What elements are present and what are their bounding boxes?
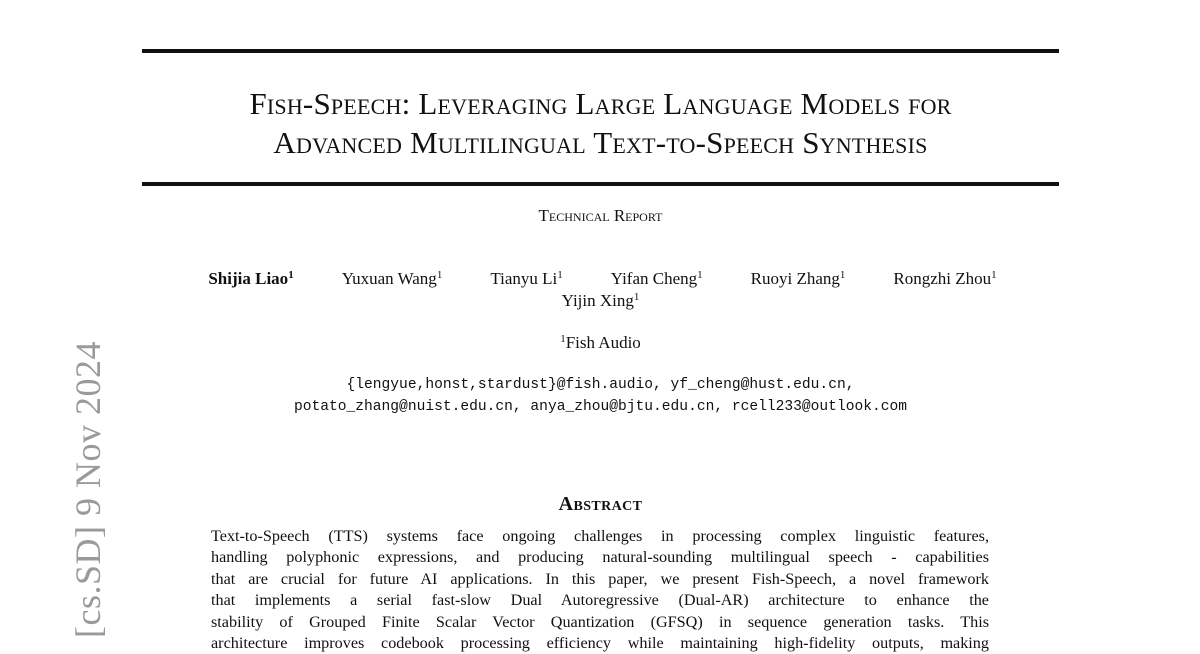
- abstract-body: [211, 526, 989, 654]
- author: Yifan Cheng$^1$: [610, 269, 703, 288]
- author: Yuxuan Wang$^1$: [341, 269, 443, 288]
- abstract-line: stability of Grouped Finite Scalar Vector Quantization (GFSQ) in sequence generation tasks. This: [211, 612, 989, 631]
- title-line-2: Advanced Multilingual Text-to-Speech Synthesis: [273, 125, 928, 160]
- author: Ruoyi Zhang$^1$: [750, 269, 846, 288]
- abstract-line: that are crucial for future AI applications. In this paper, we present Fish-Speech, a novel framework: [211, 569, 989, 588]
- report-type: Technical Report: [538, 206, 663, 225]
- email-line-2: potato_zhang@nuist.edu.cn, anya_zhou@bjtu.edu.cn, rcell233@outlook.com: [293, 399, 908, 415]
- author-list: [142, 268, 1059, 312]
- author-row: [142, 268, 1059, 290]
- title-bottom-rule: [142, 182, 1059, 186]
- author-emails: [142, 374, 1059, 418]
- arxiv-identifier: [cs.SD] 9 Nov 2024: [68, 341, 108, 638]
- abstract-line: architecture improves codebook processing efficiency while maintaining high-fidelity outputs, making: [211, 634, 989, 653]
- author: Yijin Xing$^1$: [561, 291, 640, 310]
- abstract-line: that implements a serial fast-slow Dual Autoregressive (Dual-AR) architecture to enhance the: [211, 591, 989, 610]
- arxiv-sidebar-stamp: [28, 316, 108, 638]
- title-line-1: Fish-Speech: Leveraging Large Language Models for: [249, 86, 952, 121]
- author: Tianyu Li$^1$: [490, 269, 563, 288]
- abstract-line: handling polyphonic expressions, and producing natural-sounding multilingual speech - capabilities: [211, 548, 989, 567]
- affiliation: $^1$Fish Audio: [560, 333, 641, 352]
- author: Shijia Liao$^1$: [208, 269, 294, 288]
- abstract-line: Text-to-Speech (TTS) systems face ongoing challenges in processing complex linguistic features,: [211, 527, 989, 545]
- paper-title: [142, 84, 1059, 162]
- author: Rongzhi Zhou$^1$: [893, 269, 997, 288]
- author-row: [142, 290, 1059, 312]
- title-top-rule: [142, 49, 1059, 53]
- email-line-1: {lengyue,honst,stardust}@fish.audio, yf_cheng@hust.edu.cn,: [346, 377, 855, 393]
- abstract-heading: Abstract: [558, 493, 643, 515]
